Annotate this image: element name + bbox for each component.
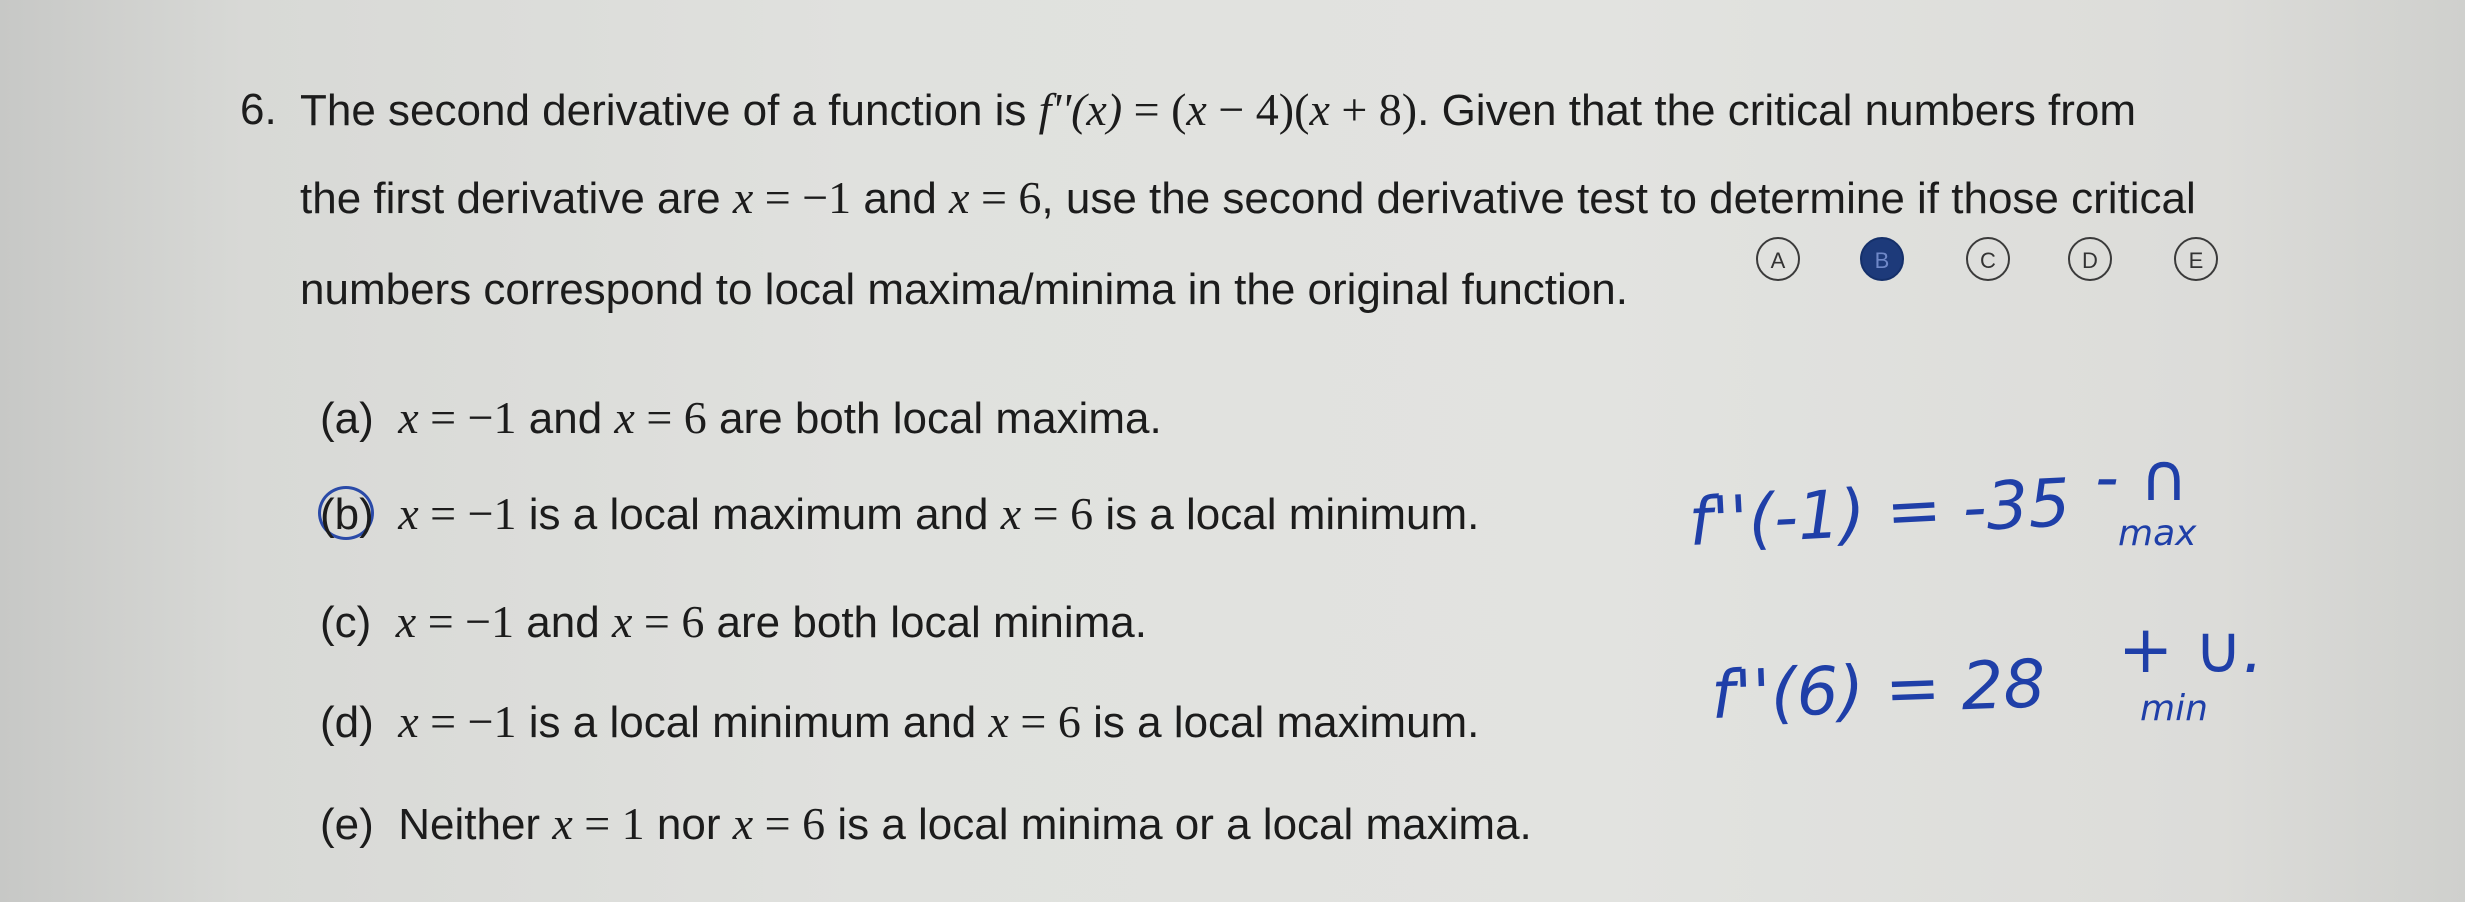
bubble-d[interactable]: D: [2068, 237, 2112, 281]
question-text: the first derivative are: [300, 174, 733, 223]
handwritten-sign-concave-down: - ∩: [2095, 439, 2189, 516]
handwritten-note-fmin: f''(6) = 28: [1709, 645, 2047, 734]
math-term: − 4)(: [1206, 84, 1310, 135]
option-label: (a): [320, 394, 374, 443]
option-text: is a local maximum and: [516, 490, 1001, 539]
option-text: is a local minimum and: [516, 698, 989, 747]
question-text: and: [851, 174, 950, 223]
math-value: = 1: [572, 798, 645, 849]
math-var: x: [614, 392, 635, 443]
option-text: are both local maxima.: [706, 394, 1162, 443]
option-text: is a local minima or a local maxima.: [825, 800, 1532, 849]
math-value: = 6: [1021, 488, 1094, 539]
option-label: (e): [320, 800, 374, 849]
math-var: x: [1000, 488, 1022, 539]
math-value: = 6: [753, 798, 826, 849]
handwritten-sign-concave-up: + ∪.: [2118, 611, 2264, 688]
option-text: is a local minimum.: [1093, 490, 1480, 539]
question-text: numbers correspond to local maxima/minima in the original function.: [300, 265, 1628, 314]
option-text: and: [514, 598, 612, 647]
question-text: , use the second derivative test to determine if those critical: [1041, 174, 2196, 223]
bubble-a[interactable]: A: [1756, 237, 1800, 281]
option-text: nor: [644, 800, 733, 849]
math-var: x: [395, 596, 417, 647]
math-var: x: [1309, 84, 1330, 135]
option-text: Neither: [398, 800, 553, 849]
bubble-e[interactable]: E: [2174, 237, 2218, 281]
math-var: x: [732, 798, 754, 849]
math-value: = −1: [418, 696, 517, 747]
math-var: x: [398, 488, 419, 539]
math-var: x: [611, 596, 633, 647]
question-text: The second derivative of a function is: [300, 86, 1039, 135]
math-value: = −1: [418, 392, 517, 443]
option-label: (c): [320, 598, 372, 647]
math-value: = −1: [418, 488, 517, 539]
math-var: x: [1186, 84, 1207, 135]
handwritten-note-fmax: f''(-1) = -35: [1686, 464, 2073, 561]
math-second-derivative: f''(x): [1038, 84, 1123, 135]
math-term: + 8): [1329, 84, 1418, 135]
math-value: = 6: [634, 392, 707, 443]
math-var: x: [949, 172, 970, 223]
option-label: (b): [320, 490, 374, 539]
handwritten-max-label: max: [2118, 513, 2197, 554]
math-equals: = (: [1122, 84, 1187, 135]
question-number: 6.: [240, 85, 277, 134]
option-label: (d): [320, 698, 374, 747]
math-value: = 6: [632, 596, 705, 647]
math-var: x: [988, 696, 1009, 747]
option-text: are both local minima.: [704, 598, 1147, 647]
question-text: . Given that the critical numbers from: [1417, 86, 2137, 135]
math-value: = −1: [416, 596, 515, 647]
math-value: = 6: [1008, 696, 1081, 747]
handwritten-min-label: min: [2140, 688, 2208, 729]
math-var: x: [398, 696, 419, 747]
option-text: is a local maximum.: [1080, 698, 1480, 747]
math-value: = −1: [753, 172, 852, 223]
math-value: = 6: [969, 172, 1042, 223]
math-var: x: [398, 392, 419, 443]
math-var: x: [732, 172, 754, 223]
option-text: and: [516, 394, 615, 443]
math-var: x: [552, 798, 573, 849]
bubble-c[interactable]: C: [1966, 237, 2010, 281]
bubble-b-filled[interactable]: B: [1860, 237, 1904, 281]
